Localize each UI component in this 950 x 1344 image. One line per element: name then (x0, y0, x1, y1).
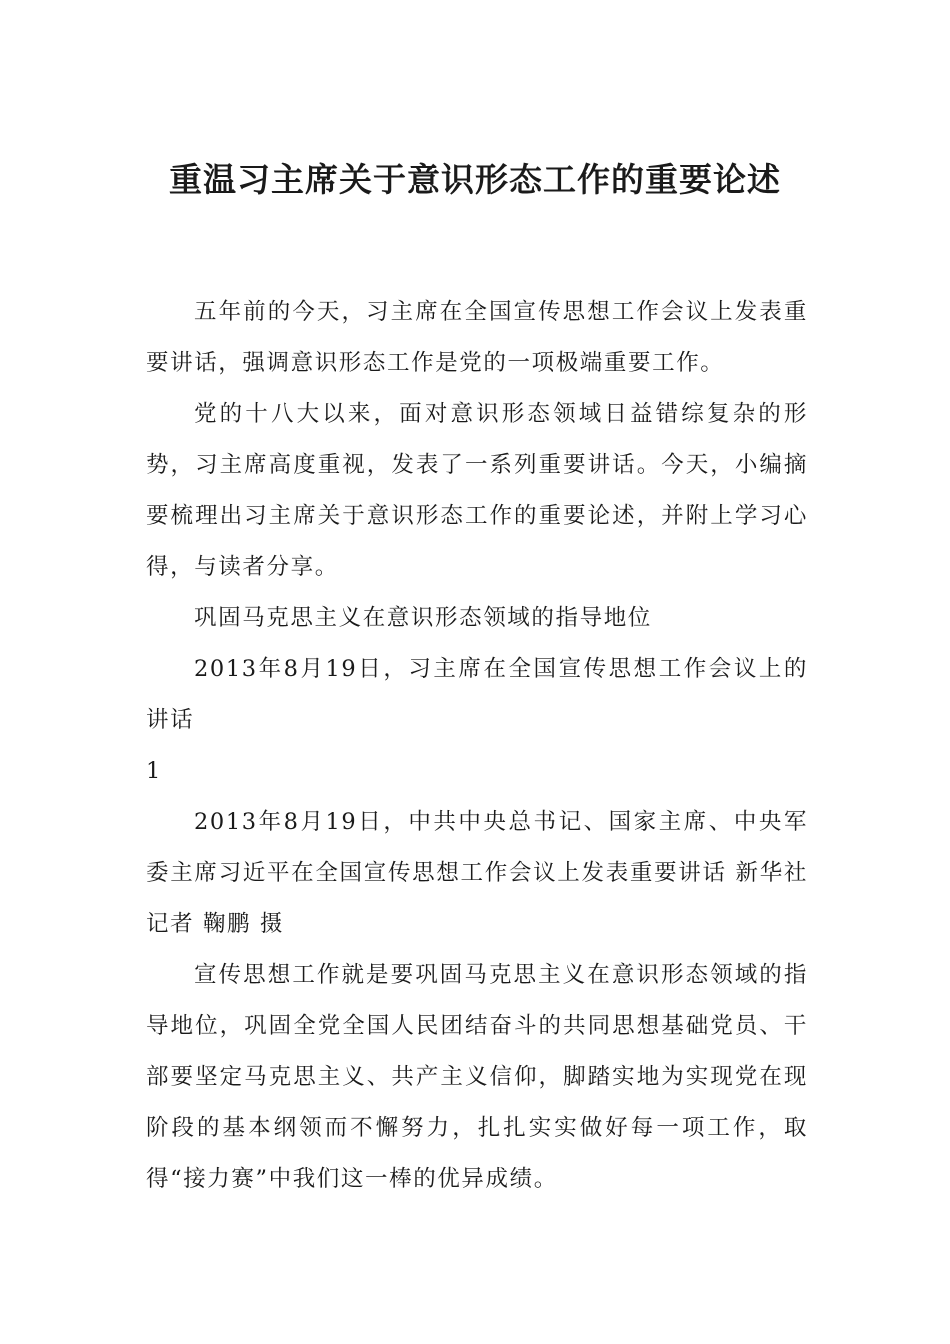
section-number: 1 (146, 758, 162, 784)
paragraph-overview: 党的十八大以来，面对意识形态领域日益错综复杂的形势，习主席高度重视，发表了一系列重要讲话。今天，小编摘要梳理出习主席关于意识形态工作的重要论述，并附上学习心得，与读者分享。 (146, 401, 808, 580)
document-body (146, 287, 808, 1205)
paragraph-intro: 五年前的今天，习主席在全国宣传思想工作会议上发表重要讲话，强调意识形态工作是党的一项极端重要工作。 (146, 299, 808, 376)
photo-caption: 2013年8月19日，中共中央总书记、国家主席、中央军委主席习近平在全国宣传思想工作会议上发表重要讲话 新华社记者 鞠鹏 摄 (146, 809, 808, 937)
section-heading: 巩固马克思主义在意识形态领域的指导地位 (194, 605, 652, 631)
speech-date-line: 2013年8月19日，习主席在全国宣传思想工作会议上的讲话 (146, 656, 808, 733)
document-title: 重温习主席关于意识形态工作的重要论述 (169, 160, 781, 199)
paragraph-quote: 宣传思想工作就是要巩固马克思主义在意识形态领域的指导地位，巩固全党全国人民团结奋斗的共同思想基础党员、干部要坚定马克思主义、共产主义信仰，脚踏实地为实现党在现阶段的基本纲领而不懈努力，扎扎实实做好每一项工作，取得“接力赛”中我们这一棒的优异成绩。 (146, 962, 808, 1192)
